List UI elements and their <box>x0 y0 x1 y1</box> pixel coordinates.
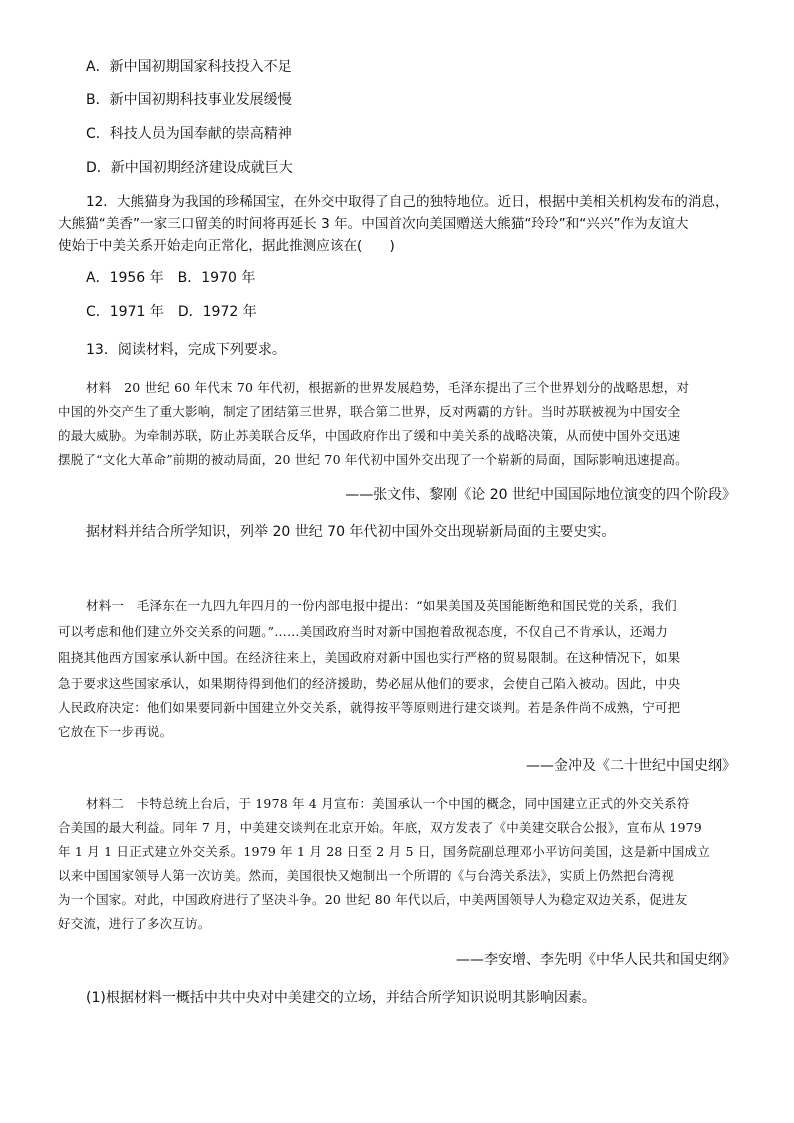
q14-material1-line-1: 材料一 毛泽东在一九四九年四月的一份内部电报中提出：“如果美国及英国能断绝和国民党的关系，我们 <box>86 598 677 613</box>
q12-stem-line-3: 使始于中美关系开始走向正常化，据此推测应该在( ) <box>58 238 395 254</box>
q14-material1-line-3: 阻挠其他西方国家承认新中国。在经济往来上，美国政府对新中国也实行严格的贸易限制。在这种情况下，如果 <box>58 650 681 665</box>
q11-option-d: D．新中国初期经济建设成就巨大 <box>86 160 293 176</box>
q14-material1-line-2: 可以考虑和他们建立外交关系的问题。”……美国政府当时对新中国抱着敌视态度，不仅自己不肯承认，还竭力 <box>58 624 668 639</box>
q14-question-1: (1)根据材料一概括中共中央对中美建交的立场，并结合所学知识说明其影响因素。 <box>86 990 596 1006</box>
q13-material-line-3: 的最大威胁。为牵制苏联，防止苏美联合反华，中国政府作出了缓和中美关系的战略决策，从而使中国外交迅速 <box>58 428 681 443</box>
q14-material1-line-4: 急于要求这些国家承认，如果期待得到他们的经济援助，势必屈从他们的要求，会使自己陷入被动。因此，中央 <box>58 676 681 691</box>
q13-material-line-2: 中国的外交产生了重大影响，制定了团结第三世界，联合第二世界，反对两霸的方针。当时苏联被视为中国安全 <box>58 404 681 419</box>
q14-material2-line-1: 材料二 卡特总统上台后，于 1978 年 4 月宣布：美国承认一个中国的概念，同中国建立正式的外交关系符 <box>86 796 690 811</box>
q14-source-2: ——李安增、李先明《中华人民共和国史纲》 <box>456 952 736 968</box>
q14-material2-line-3: 年 1 月 1 日正式建立外交关系。1979 年 1 月 28 日至 2 月 5 日，国务院副总理邓小平访问美国，这是新中国成立 <box>58 844 710 859</box>
q14-material2-line-5: 为一个国家。对此，中国政府进行了坚决斗争。20 世纪 80 年代以后，中美两国领导人为稳定双边关系，促进友 <box>58 892 688 907</box>
q11-option-a: A．新中国初期国家科技投入不足 <box>86 59 292 75</box>
q14-material2-line-2: 合美国的最大利益。同年 7 月，中美建交谈判在北京开始。年底，双方发表了《中美建交联合公报》，宣布从 1979 <box>58 820 702 835</box>
q12-stem-line-1: 12．大熊猫身为我国的珍稀国宝，在外交中取得了自己的独特地位。近日，根据中美相关机构发布的消息， <box>86 194 729 210</box>
q11-option-b: B．新中国初期科技事业发展缓慢 <box>86 92 292 108</box>
q13-material-line-1: 材料 20 世纪 60 年代末 70 年代初，根据新的世界发展趋势，毛泽东提出了三个世界划分的战略思想，对 <box>86 380 690 395</box>
q14-material1-line-5: 人民政府决定：他们如果要同新中国建立外交关系，就得按平等原则进行建交谈判。若是条件尚不成熟，宁可把 <box>58 700 681 715</box>
q12-stem-line-2: 大熊猫“美香”一家三口留美的时间将再延长 3 年。中国首次向美国赠送大熊猫“玲玲”和“兴兴”作为友谊大 <box>58 216 689 232</box>
q11-option-c: C．科技人员为国奉献的崇高精神 <box>86 126 292 142</box>
q14-source-1: ——金冲及《二十世纪中国史纲》 <box>526 758 736 774</box>
q14-material1-line-6: 它放在下一步再说。 <box>58 724 173 739</box>
q13-question: 据材料并结合所学知识，列举 20 世纪 70 年代初中国外交出现崭新局面的主要史实。 <box>86 524 616 540</box>
q14-material2-line-6: 好交流，进行了多次互访。 <box>58 916 211 931</box>
q12-options-row-2: C．1971 年 D．1972 年 <box>86 304 257 320</box>
q13-material-line-4: 摆脱了“文化大革命”前期的被动局面，20 世纪 70 年代初中国外交出现了一个崭新的局面，国际影响迅速提高。 <box>58 452 688 467</box>
q13-source: ——张文伟、黎刚《论 20 世纪中国国际地位演变的四个阶段》 <box>345 487 736 503</box>
q14-material2-line-4: 以来中国国家领导人第一次访美。然而，美国很快又炮制出一个所谓的《与台湾关系法》，实质上仍然把台湾视 <box>58 868 675 883</box>
q12-options-row-1: A．1956 年 B．1970 年 <box>86 270 256 286</box>
q13-title: 13．阅读材料，完成下列要求。 <box>86 342 286 358</box>
